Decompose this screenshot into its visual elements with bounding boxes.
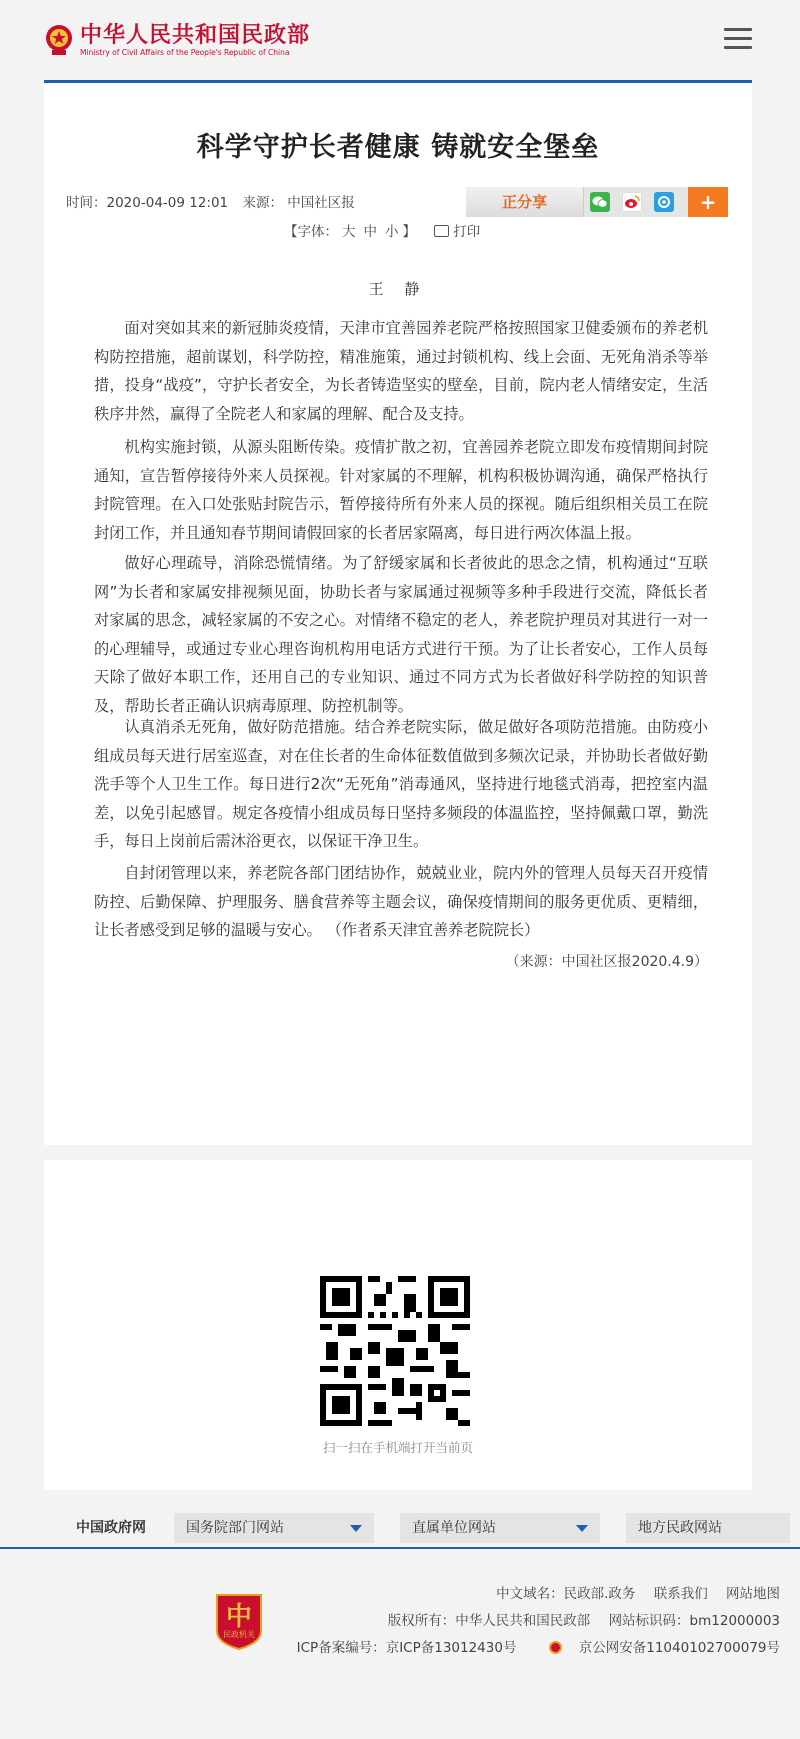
affiliated-sites-dropdown[interactable] bbox=[400, 1513, 600, 1543]
article-card bbox=[44, 83, 752, 1145]
dropdown-label: 地方民政网站 bbox=[638, 1520, 722, 1536]
national-emblem-icon bbox=[44, 23, 74, 57]
qr-caption: 扫一扫在手机端打开当前页 bbox=[322, 1440, 473, 1455]
gov-portal-link[interactable]: 中国政府网 bbox=[76, 1520, 146, 1536]
site-id-text: 网站标识码：bm12000003 bbox=[608, 1613, 780, 1629]
site-logo[interactable] bbox=[44, 20, 310, 60]
weibo-share-icon[interactable] bbox=[622, 192, 642, 212]
article-source-meta: 来源： 中国社区报 bbox=[242, 195, 355, 211]
font-medium-button[interactable]: 中 bbox=[363, 224, 377, 240]
printer-icon bbox=[434, 225, 449, 237]
article-paragraph: 认真消杀无死角，做好防范措施。结合养老院实际，做足做好各项防范措施。由防疫小组成员每天进行居室巡查，对在住长者的生命体征数值做到多频次记录，并协助长者做好勤洗手等个人卫生工作。每日进行2次“无死角”消毒通风，坚持进行地毯式消毒，把控室内温差，以免引起感冒。规定各疫情小组成员每日坚持多频段的体温监控，坚持佩戴口罩，勤洗手，每日上岗前后需沐浴更衣，以保证干净卫生。 bbox=[94, 718, 708, 850]
chevron-down-icon bbox=[350, 1525, 362, 1532]
font-suffix: 】 bbox=[402, 224, 416, 240]
local-sites-dropdown[interactable] bbox=[626, 1513, 790, 1543]
font-prefix: 【字体： bbox=[284, 224, 338, 240]
article-paragraph: 自封闭管理以来，养老院各部门团结协作，兢兢业业，院内外的管理人员每天召开疫情防控、后勤保障、护理服务、膳食营养等主题会议，确保疫情期间的服务更优质、更精细，让长者感受到足够的温暖与安心。 （作者系天津宜善养老院院长） bbox=[94, 864, 708, 939]
article-paragraph: 面对突如其来的新冠肺炎疫情，天津市宜善园养老院严格按照国家卫健委颁布的养老机构防控措施，超前谋划，科学防控，精准施策，通过封锁机构、线上会面、无死角消杀等举措，投身“战疫”，守护长者安全，为长者铸造坚实的壁垒，目前，院内老人情绪安定，生活秩序井然，赢得了全院老人和家属的理解、配合及支持。 bbox=[94, 319, 708, 423]
icp-link[interactable]: ICP备案编号：京ICP备13012430号 bbox=[296, 1640, 517, 1656]
badge-text: 民政机关 bbox=[223, 1630, 255, 1639]
share-bar bbox=[466, 187, 728, 217]
footer-info bbox=[283, 1581, 780, 1662]
font-small-button[interactable]: 小 bbox=[385, 224, 399, 240]
dropdown-label: 直属单位网站 bbox=[412, 1520, 496, 1536]
publish-time: 时间：2020-04-09 12:01 bbox=[66, 195, 229, 211]
wechat-share-icon[interactable] bbox=[590, 192, 610, 212]
sitemap-link[interactable]: 网站地图 bbox=[726, 1586, 780, 1602]
party-government-badge-icon[interactable] bbox=[213, 1591, 265, 1651]
article-title: 科学守护长者健康 铸就安全堡垒 bbox=[196, 132, 600, 163]
font-large-button[interactable]: 大 bbox=[342, 224, 356, 240]
article-paragraph: 做好心理疏导，消除恐慌情绪。为了舒缓家属和长者彼此的思念之情，机构通过“互联网”为长者和家属安排视频见面，协助长者与家属通过视频等多种手段进行交流，降低长者对家属的思念，减轻家属的不安之心。对情绪不稳定的老人，养老院护理员对其进行一对一的心理辅导，或通过专业心理咨询机构用电话方式进行干预。为了让长者安心，工作人员每天除了做好本职工作，还用自己的专业知识、通过不同方式为长者做好科学防控的知识普及，帮助长者正确认识病毒原理、防控机制等。 bbox=[94, 554, 708, 715]
chinese-domain: 中文域名：民政部.政务 bbox=[496, 1586, 636, 1602]
police-record-link[interactable] bbox=[535, 1640, 780, 1656]
svg-text:中: 中 bbox=[225, 1602, 253, 1632]
print-label: 打印 bbox=[453, 224, 481, 240]
article-source-line: （来源：中国社区报2020.4.9） bbox=[505, 954, 708, 970]
site-header bbox=[0, 0, 800, 82]
contact-us-link[interactable]: 联系我们 bbox=[653, 1586, 708, 1602]
related-links-bar bbox=[0, 1505, 800, 1549]
site-footer bbox=[0, 1551, 800, 1739]
police-record-text: 京公网安备11040102700079号 bbox=[578, 1640, 780, 1656]
more-share-icon[interactable]: + bbox=[688, 187, 728, 217]
article-meta bbox=[66, 191, 365, 211]
qzone-share-icon[interactable] bbox=[654, 192, 674, 212]
share-label: 正分享 bbox=[466, 187, 584, 217]
chevron-down-icon bbox=[576, 1525, 588, 1532]
print-button[interactable] bbox=[434, 220, 480, 240]
article-author: 王 静 bbox=[368, 280, 428, 298]
dropdown-label: 国务院部门网站 bbox=[186, 1520, 284, 1536]
logo-title: 中华人民共和国民政部 bbox=[80, 22, 311, 48]
logo-subtitle: Ministry of Civil Affairs of the People's Republic of China bbox=[80, 47, 290, 57]
article-paragraph: 机构实施封锁，从源头阻断传染。疫情扩散之初，宜善园养老院立即发布疫情期间封院通知，宣告暂停接待外来人员探视。针对家属的不理解，机构积极协调沟通，确保严格执行封院管理。在入口处张贴封院告示，暂停接待所有外来人员的探视。随后组织相关员工在院封闭工作，并且通知春节期间请假回家的长者居家隔离，每日进行两次体温上报。 bbox=[94, 438, 708, 542]
hamburger-menu-icon[interactable] bbox=[724, 28, 752, 50]
ministry-sites-dropdown[interactable] bbox=[174, 1513, 374, 1543]
police-badge-icon bbox=[549, 1641, 562, 1654]
qr-card bbox=[44, 1160, 752, 1490]
copyright-text: 版权所有：中华人民共和国民政部 bbox=[387, 1613, 591, 1629]
qr-code bbox=[320, 1276, 470, 1426]
font-size-controls bbox=[284, 220, 480, 240]
